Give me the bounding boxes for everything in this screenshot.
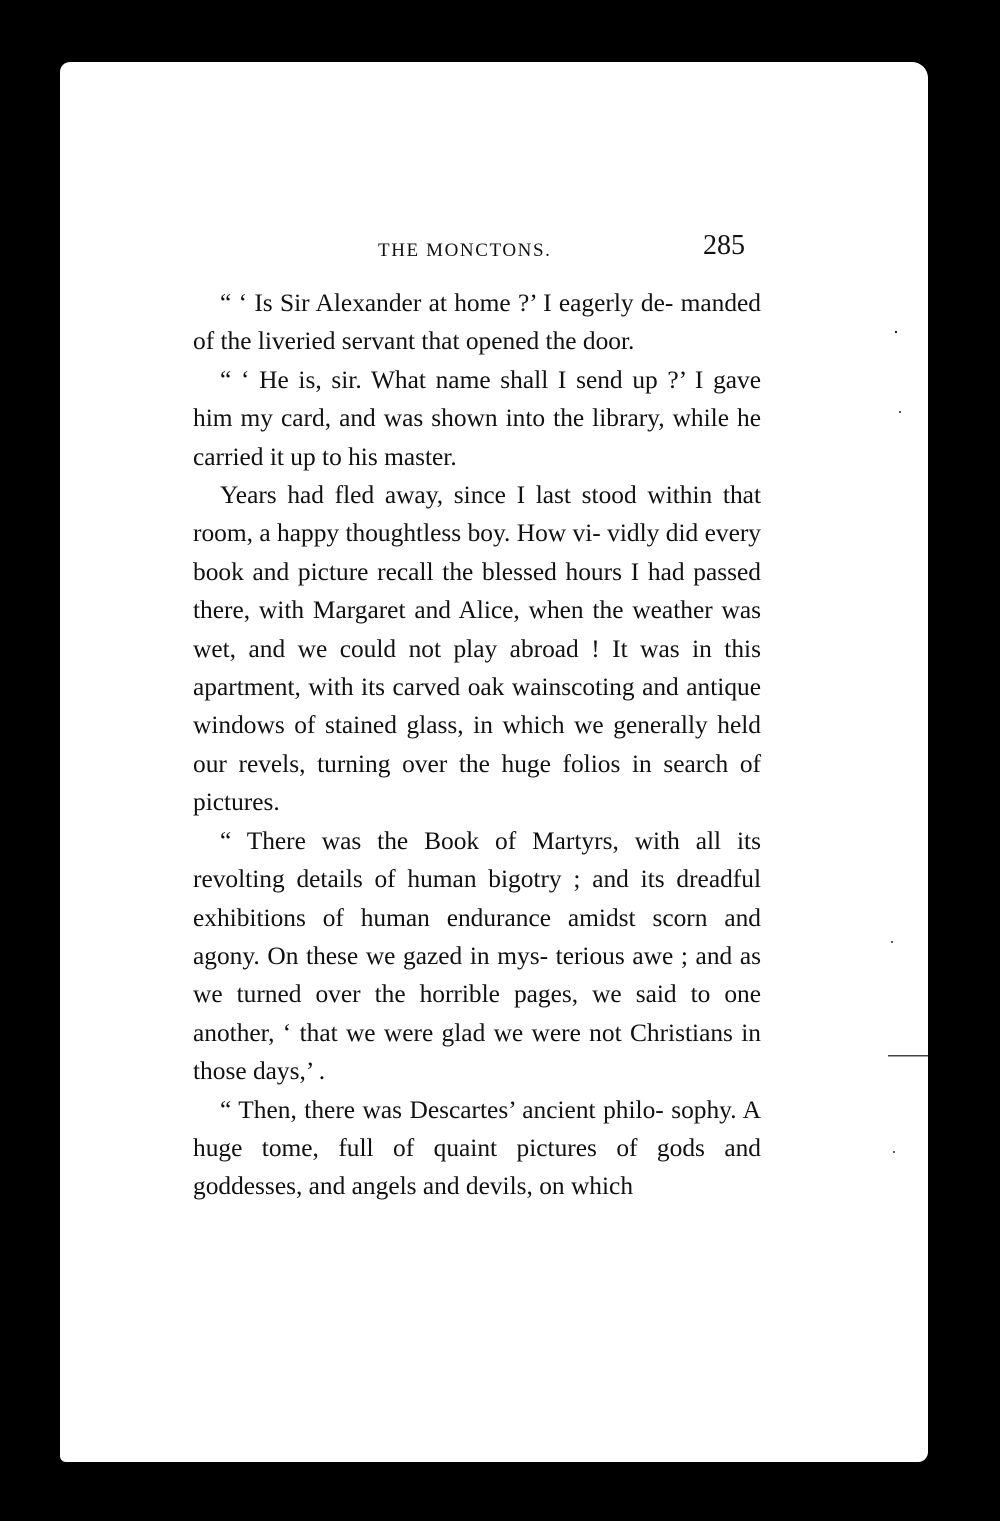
paragraph: “ ‘ He is, sir. What name shall I send up ?’ I gave him my card, and was shown into the library, while he carried it up to his master. bbox=[193, 365, 761, 471]
page-binding-shadow bbox=[0, 0, 18, 1521]
page-header bbox=[60, 230, 928, 270]
paragraph: “ Then, there was Descartes’ ancient philo- sophy. A huge tome, full of quaint pictures of gods and goddesses, and angels and devils, on which bbox=[193, 1095, 761, 1201]
body-text bbox=[193, 284, 761, 1206]
paragraph: Years had fled away, since I last stood within that room, a happy thoughtless boy. How vi- vidly did every book and picture recall the blessed hours I had passed there, with Margaret and Alice, when the weather was wet, and we could not play abroad ! It was in this apartment, with its carved oak wainscoting and antique windows of stained glass, in which we generally held our revels, turning over the huge folios in search of pictures. bbox=[193, 481, 761, 817]
running-head: THE MONCTONS. bbox=[378, 240, 552, 261]
paragraph: “ ‘ Is Sir Alexander at home ?’ I eagerly de- manded of the liveried servant that opened the door. bbox=[193, 289, 761, 356]
page-number: 285 bbox=[703, 230, 745, 261]
paragraph: “ There was the Book of Martyrs, with all its revolting details of human bigotry ; and its dreadful exhibitions of human endurance amidst scorn and agony. On these we gazed in mys- terious awe ; and as we turned over the horrible pages, we said to one another, ‘ that we were glad we were not Christians in those days,’ . bbox=[193, 826, 761, 1086]
scanned-page bbox=[60, 62, 928, 1462]
scan-edge-specks bbox=[888, 62, 928, 1462]
